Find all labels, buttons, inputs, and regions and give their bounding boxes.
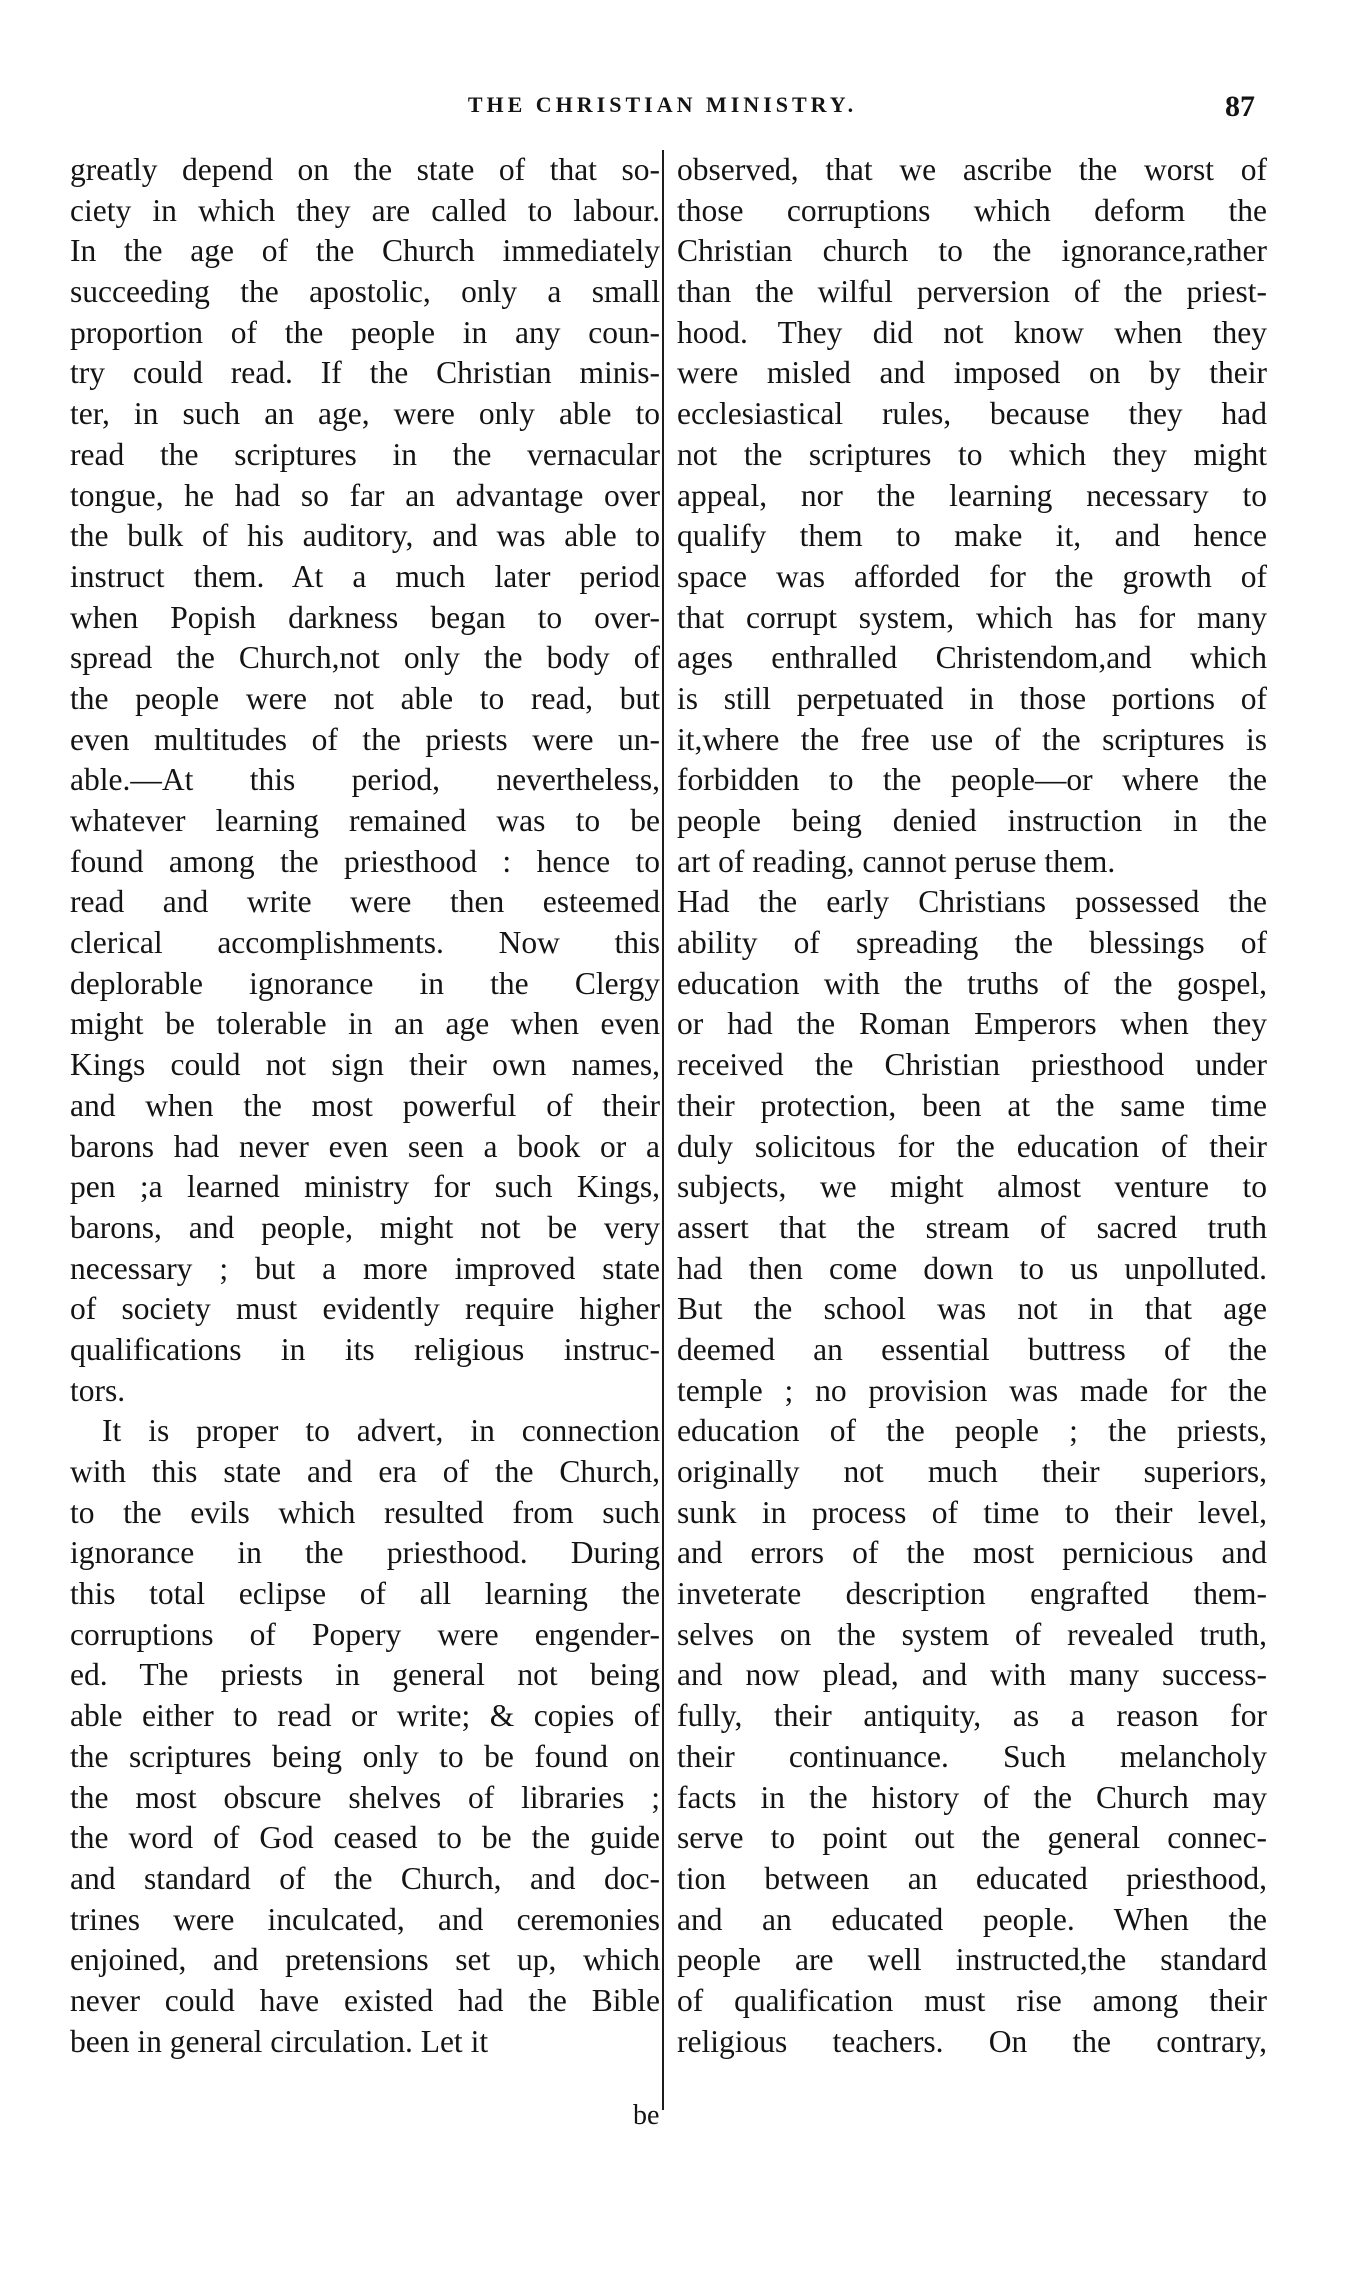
text-line: Kings could not sign their own names, — [70, 1047, 660, 1083]
text-line: had then come down to us unpolluted. — [677, 1250, 1267, 1286]
text-line: originally not much their superiors, — [677, 1454, 1267, 1489]
page-header — [70, 92, 1255, 132]
text-line: try could read. If the Christian minis- — [70, 355, 660, 391]
text-line: that corrupt system, which has for many — [677, 599, 1267, 635]
text-line: able.—At this period, nevertheless, — [70, 762, 660, 798]
text-line: tion between an educated priesthood, — [677, 1860, 1267, 1896]
text-line: proportion of the people in any coun- — [70, 314, 660, 350]
text-line: corruptions of Popery were engender- — [70, 1616, 660, 1652]
text-line: qualifications in its religious instruc- — [70, 1331, 660, 1367]
text-line: it,where the free use of the scriptures is — [677, 721, 1267, 757]
text-line: people are well instructed,the standard — [677, 1942, 1267, 1978]
text-line: facts in the history of the Church may — [677, 1779, 1267, 1815]
text-line: Christian church to the ignorance,rather — [677, 233, 1267, 269]
text-line: ability of spreading the blessings of — [677, 925, 1267, 961]
text-line: In the age of the Church immediately — [70, 233, 660, 269]
text-line: the bulk of his auditory, and was able to — [70, 518, 660, 554]
text-line: of society must evidently require higher — [70, 1291, 660, 1327]
text-line: ed. The priests in general not being — [70, 1657, 660, 1693]
text-line: people being denied instruction in the — [677, 803, 1267, 838]
text-line: duly solicitous for the education of their — [677, 1128, 1267, 1164]
text-line: been in general circulation. Let it — [70, 2023, 489, 2059]
text-line: read and write were then esteemed — [70, 884, 660, 920]
text-line: religious teachers. On the contrary, — [677, 2023, 1267, 2059]
text-line: trines were inculcated, and ceremonies — [70, 1901, 660, 1937]
text-line: necessary ; but a more improved state — [70, 1250, 660, 1286]
left-column — [70, 150, 660, 2062]
text-line: of qualification must rise among their — [677, 1982, 1267, 2018]
text-line: and an educated people. When the — [677, 1901, 1267, 1937]
text-line: greatly depend on the state of that so- — [70, 152, 660, 187]
text-line: deplorable ignorance in the Clergy — [70, 965, 660, 1001]
text-line: tongue, he had so far an advantage over — [70, 477, 660, 513]
text-line: and standard of the Church, and doc- — [70, 1860, 660, 1896]
text-line: and now plead, and with many success- — [677, 1657, 1267, 1693]
text-line: spread the Church,not only the body of — [70, 640, 660, 676]
text-line: is still perpetuated in those portions of — [677, 680, 1267, 716]
text-line: inveterate description engrafted them- — [677, 1576, 1267, 1612]
text-line: not the scriptures to which they might — [677, 436, 1267, 472]
text-line: serve to point out the general connec- — [677, 1820, 1267, 1856]
text-line: education of the people ; the priests, — [677, 1413, 1267, 1449]
text-line: read the scriptures in the vernacular — [70, 436, 660, 472]
text-line: the scriptures being only to be found on — [70, 1738, 660, 1774]
text-line: appeal, nor the learning necessary to — [677, 477, 1267, 513]
text-line: clerical accomplishments. Now this — [70, 925, 660, 961]
text-line: tors. — [70, 1372, 126, 1408]
text-line: enjoined, and pretensions set up, which — [70, 1942, 660, 1978]
text-line: space was afforded for the growth of — [677, 558, 1267, 594]
text-line: their continuance. Such melancholy — [677, 1738, 1267, 1774]
text-line: sunk in process of time to their level, — [677, 1494, 1267, 1530]
text-line: subjects, we might almost venture to — [677, 1169, 1267, 1205]
text-line: art of reading, cannot peruse them. — [677, 843, 1116, 879]
text-line: or had the Roman Emperors when they — [677, 1006, 1267, 1042]
text-line: with this state and era of the Church, — [70, 1454, 660, 1489]
text-line: whatever learning remained was to be — [70, 803, 660, 838]
catchword: be — [633, 2100, 660, 2131]
text-line: ages enthralled Christendom,and which — [677, 640, 1267, 676]
text-line: the people were not able to read, but — [70, 680, 660, 716]
text-line: observed, that we ascribe the worst of — [677, 152, 1267, 187]
text-line: the most obscure shelves of libraries ; — [70, 1779, 660, 1815]
text-line: and when the most powerful of their — [70, 1087, 660, 1123]
text-line: instruct them. At a much later period — [70, 558, 660, 594]
text-line: hood. They did not know when they — [677, 314, 1267, 350]
text-line: forbidden to the people—or where the — [677, 762, 1267, 798]
column-divider — [662, 150, 664, 2110]
text-line: able either to read or write; & copies of — [70, 1698, 660, 1734]
text-line: temple ; no provision was made for the — [677, 1372, 1267, 1408]
text-line: were misled and imposed on by their — [677, 355, 1267, 391]
text-line: succeeding the apostolic, only a small — [70, 274, 660, 310]
text-line: never could have existed had the Bible — [70, 1982, 660, 2018]
text-line: pen ;a learned ministry for such Kings, — [70, 1169, 660, 1205]
text-line: fully, their antiquity, as a reason for — [677, 1698, 1267, 1734]
text-line: this total eclipse of all learning the — [70, 1576, 660, 1612]
text-line: qualify them to make it, and hence — [677, 518, 1267, 554]
text-line: found among the priesthood : hence to — [70, 843, 660, 879]
text-line: barons, and people, might not be very — [70, 1209, 660, 1245]
text-line: those corruptions which deform the — [677, 192, 1267, 228]
running-title: THE CHRISTIAN MINISTRY. — [467, 92, 858, 117]
text-line: to the evils which resulted from such — [70, 1494, 660, 1530]
page-number: 87 — [1225, 90, 1255, 123]
right-column — [677, 150, 1267, 2062]
text-line: the word of God ceased to be the guide — [70, 1820, 660, 1856]
text-line: when Popish darkness began to over- — [70, 599, 660, 635]
text-line: their protection, been at the same time — [677, 1087, 1267, 1123]
text-line: than the wilful perversion of the priest- — [677, 274, 1267, 310]
text-line: education with the truths of the gospel, — [677, 965, 1267, 1001]
text-line: barons had never even seen a book or a — [70, 1128, 660, 1164]
text-line: might be tolerable in an age when even — [70, 1006, 660, 1042]
text-line: selves on the system of revealed truth, — [677, 1616, 1267, 1652]
text-line: ignorance in the priesthood. During — [70, 1535, 660, 1571]
text-line: even multitudes of the priests were un- — [70, 721, 660, 757]
text-line: But the school was not in that age — [677, 1291, 1267, 1327]
text-line: ter, in such an age, were only able to — [70, 396, 660, 432]
text-line: received the Christian priesthood under — [677, 1047, 1267, 1083]
text-line: ciety in which they are called to labour. — [70, 192, 660, 228]
text-line: Had the early Christians possessed the — [677, 884, 1267, 920]
text-line: It is proper to advert, in connection — [102, 1413, 660, 1449]
text-line: and errors of the most pernicious and — [677, 1535, 1267, 1571]
text-line: deemed an essential buttress of the — [677, 1331, 1267, 1367]
text-line: ecclesiastical rules, because they had — [677, 396, 1267, 432]
text-line: assert that the stream of sacred truth — [677, 1209, 1267, 1245]
